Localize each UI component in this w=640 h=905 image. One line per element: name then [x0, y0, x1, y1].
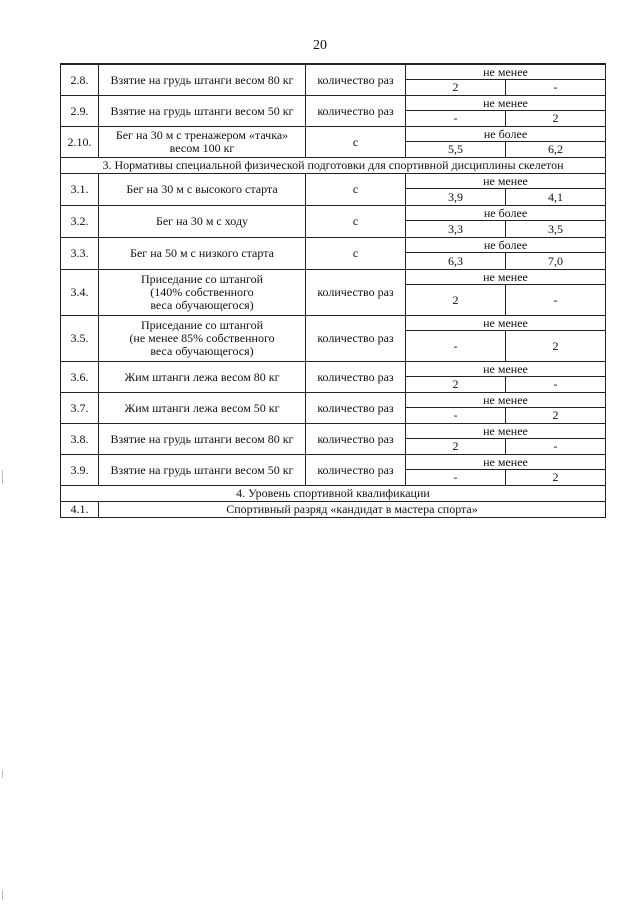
row-number: 3.1. [61, 174, 99, 206]
exercise-name: Жим штанги лежа весом 80 кг [99, 362, 306, 393]
value-cell: 2 [506, 331, 606, 362]
row-number: 2.8. [61, 65, 99, 96]
norms-table [60, 63, 606, 518]
condition-cell: не менее [406, 65, 606, 80]
condition-cell: не менее [406, 96, 606, 111]
value-cell: 3,3 [406, 221, 506, 238]
table-row [61, 127, 606, 142]
exercise-name: Взятие на грудь штанги весом 50 кг [99, 96, 306, 127]
unit-cell: количество раз [306, 393, 406, 424]
scan-mark [2, 770, 3, 778]
condition-cell: не менее [406, 424, 606, 439]
value-cell: - [506, 80, 606, 96]
row-number: 2.10. [61, 127, 99, 158]
value-cell: 2 [506, 470, 606, 486]
value-cell: - [506, 285, 606, 316]
unit-cell: количество раз [306, 424, 406, 455]
value-cell: - [406, 111, 506, 127]
exercise-name: Бег на 30 м с тренажером «тачка» весом 100 кг [99, 127, 306, 158]
exercise-name: Бег на 50 м с низкого старта [99, 238, 306, 270]
value-cell: - [406, 408, 506, 424]
value-cell: 2 [406, 285, 506, 316]
exercise-name: Бег на 30 м с ходу [99, 206, 306, 238]
table-row [61, 424, 606, 439]
value-cell: 6,2 [506, 142, 606, 158]
value-cell: 2 [406, 80, 506, 96]
condition-cell: не менее [406, 362, 606, 377]
row-number: 3.5. [61, 316, 99, 362]
value-cell: 2 [506, 408, 606, 424]
value-cell: - [406, 470, 506, 486]
unit-cell: с [306, 127, 406, 158]
unit-cell: с [306, 206, 406, 238]
value-cell: - [506, 439, 606, 455]
unit-cell: количество раз [306, 65, 406, 96]
qualification-text: Спортивный разряд «кандидат в мастера спорта» [99, 502, 606, 518]
unit-cell: количество раз [306, 270, 406, 316]
condition-cell: не менее [406, 393, 606, 408]
value-cell: 3,5 [506, 221, 606, 238]
row-number: 3.9. [61, 455, 99, 486]
row-number: 3.3. [61, 238, 99, 270]
unit-cell: с [306, 238, 406, 270]
exercise-name: Бег на 30 м с высокого старта [99, 174, 306, 206]
value-cell: - [406, 331, 506, 362]
scan-mark [2, 470, 3, 484]
value-cell: 3,9 [406, 189, 506, 206]
unit-cell: количество раз [306, 362, 406, 393]
row-number: 2.9. [61, 96, 99, 127]
unit-cell: количество раз [306, 96, 406, 127]
table-row [61, 96, 606, 111]
section-heading: 3. Нормативы специальной физической подготовки для спортивной дисциплины скелетон [61, 158, 606, 174]
table-row [61, 316, 606, 331]
condition-cell: не менее [406, 270, 606, 285]
unit-cell: количество раз [306, 455, 406, 486]
table-row [61, 238, 606, 253]
table-row [61, 362, 606, 377]
exercise-name: Приседание со штангой (140% собственного веса обучающегося) [99, 270, 306, 316]
exercise-name: Жим штанги лежа весом 50 кг [99, 393, 306, 424]
table-row [61, 393, 606, 408]
table-row [61, 455, 606, 470]
value-cell: 6,3 [406, 253, 506, 270]
value-cell: - [506, 377, 606, 393]
table-row [61, 270, 606, 285]
unit-cell: с [306, 174, 406, 206]
row-number: 3.2. [61, 206, 99, 238]
section-heading: 4. Уровень спортивной квалификации [61, 486, 606, 502]
exercise-name: Взятие на грудь штанги весом 50 кг [99, 455, 306, 486]
exercise-name: Взятие на грудь штанги весом 80 кг [99, 424, 306, 455]
scan-mark [2, 890, 3, 900]
row-number: 3.8. [61, 424, 99, 455]
table-row [61, 502, 606, 518]
value-cell: 4,1 [506, 189, 606, 206]
exercise-name: Приседание со штангой (не менее 85% собственного веса обучающегося) [99, 316, 306, 362]
condition-cell: не более [406, 127, 606, 142]
row-number: 4.1. [61, 502, 99, 518]
unit-cell: количество раз [306, 316, 406, 362]
value-cell: 7,0 [506, 253, 606, 270]
condition-cell: не менее [406, 316, 606, 331]
value-cell: 2 [406, 377, 506, 393]
value-cell: 2 [406, 439, 506, 455]
condition-cell: не более [406, 206, 606, 221]
table-row [61, 174, 606, 189]
row-number: 3.7. [61, 393, 99, 424]
condition-cell: не более [406, 238, 606, 253]
exercise-name: Взятие на грудь штанги весом 80 кг [99, 65, 306, 96]
table-row [61, 206, 606, 221]
value-cell: 5,5 [406, 142, 506, 158]
page-number: 20 [313, 38, 327, 53]
condition-cell: не менее [406, 455, 606, 470]
value-cell: 2 [506, 111, 606, 127]
row-number: 3.4. [61, 270, 99, 316]
condition-cell: не менее [406, 174, 606, 189]
row-number: 3.6. [61, 362, 99, 393]
table-row [61, 65, 606, 80]
